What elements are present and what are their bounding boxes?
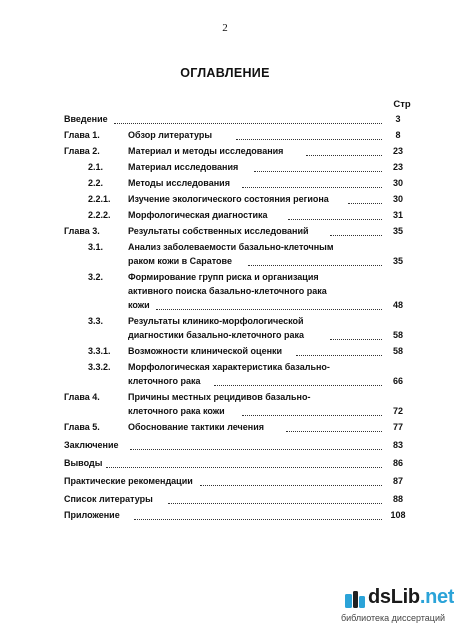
toc-text: Изучение экологического состояния региона bbox=[128, 194, 329, 204]
toc-label: 2.1. bbox=[88, 162, 104, 172]
toc-label: 2.2.1. bbox=[88, 194, 111, 204]
toc-text: клеточного рака кожи bbox=[128, 406, 225, 416]
toc-label: Глава 1. bbox=[64, 130, 100, 140]
toc-label: Список литературы bbox=[64, 494, 153, 504]
toc-leader bbox=[168, 502, 382, 504]
toc-page: 108 bbox=[390, 510, 406, 520]
toc-label: 3.3.1. bbox=[88, 346, 111, 356]
toc-row bbox=[0, 113, 450, 126]
toc-leader bbox=[236, 138, 382, 140]
toc-page: 30 bbox=[392, 194, 403, 204]
dslib-tagline: библиотека диссертаций bbox=[340, 613, 445, 623]
toc-page: 30 bbox=[392, 178, 403, 188]
dslib-emblem-icon bbox=[344, 590, 366, 610]
toc-page: 58 bbox=[392, 330, 403, 340]
toc-text: клеточного рака bbox=[128, 376, 201, 386]
page-column-header: Стр bbox=[393, 99, 411, 110]
toc-label: Введение bbox=[64, 114, 108, 124]
toc-label: Глава 5. bbox=[64, 422, 100, 432]
toc-leader bbox=[348, 202, 382, 204]
toc-text: Результаты собственных исследований bbox=[128, 226, 309, 236]
toc-leader bbox=[288, 218, 382, 220]
toc-leader bbox=[106, 466, 382, 468]
toc-row bbox=[0, 475, 450, 488]
toc-row bbox=[0, 177, 450, 190]
toc-row bbox=[0, 509, 450, 522]
toc-page: 72 bbox=[392, 406, 403, 416]
toc-page: 23 bbox=[392, 146, 403, 156]
toc-page: 3 bbox=[395, 114, 401, 124]
toc-text: диагностики базально-клеточного рака bbox=[128, 330, 304, 340]
toc-row bbox=[0, 315, 450, 328]
toc-row bbox=[0, 421, 450, 434]
toc-text: Обоснование тактики лечения bbox=[128, 422, 264, 432]
toc-leader bbox=[114, 122, 382, 124]
toc-leader bbox=[200, 484, 382, 486]
toc-leader bbox=[134, 518, 382, 520]
toc-leader bbox=[242, 414, 382, 416]
toc-page: 77 bbox=[392, 422, 403, 432]
toc-row bbox=[0, 225, 450, 238]
toc-leader bbox=[156, 308, 382, 310]
toc-row bbox=[0, 193, 450, 206]
toc-row bbox=[0, 361, 450, 374]
toc-leader bbox=[248, 264, 382, 266]
toc-row bbox=[0, 299, 450, 312]
toc-text: Результаты клинико-морфологической bbox=[128, 316, 304, 326]
toc-row bbox=[0, 271, 450, 284]
toc-text: кожи bbox=[128, 300, 150, 310]
toc-row bbox=[0, 129, 450, 142]
toc-label: Глава 2. bbox=[64, 146, 100, 156]
toc-label: 3.3.2. bbox=[88, 362, 111, 372]
toc-page: 35 bbox=[392, 226, 403, 236]
toc-text: Методы исследования bbox=[128, 178, 230, 188]
toc-row bbox=[0, 391, 450, 404]
dslib-watermark bbox=[330, 586, 454, 632]
toc-label: Практические рекомендации bbox=[64, 476, 193, 486]
toc-text: Обзор литературы bbox=[128, 130, 213, 140]
toc-leader bbox=[306, 154, 382, 156]
toc-text: Материал и методы исследования bbox=[128, 146, 284, 156]
toc-row bbox=[0, 439, 450, 452]
page-number: 2 bbox=[222, 22, 228, 34]
toc-row bbox=[0, 285, 450, 298]
toc-label: 3.2. bbox=[88, 272, 104, 282]
toc-label: 2.2. bbox=[88, 178, 104, 188]
toc-text: Анализ заболеваемости базально-клеточным bbox=[128, 242, 334, 252]
toc-label: 3.1. bbox=[88, 242, 104, 252]
toc-label: Приложение bbox=[64, 510, 120, 520]
toc-label: Глава 3. bbox=[64, 226, 100, 236]
dslib-brand: dsLib.net bbox=[368, 586, 454, 608]
toc-page: 88 bbox=[392, 494, 403, 504]
toc-text: Морфологическая характеристика базально- bbox=[128, 362, 330, 372]
toc-text: Морфологическая диагностика bbox=[128, 210, 268, 220]
toc-text: Причины местных рецидивов базально- bbox=[128, 392, 311, 402]
toc-row bbox=[0, 493, 450, 506]
toc-row bbox=[0, 161, 450, 174]
toc-page: 8 bbox=[395, 130, 401, 140]
toc-leader bbox=[242, 186, 382, 188]
toc-text: активного поиска базально-клеточного рака bbox=[128, 286, 327, 296]
toc-text: раком кожи в Саратове bbox=[128, 256, 232, 266]
toc-page: 87 bbox=[392, 476, 403, 486]
toc-leader bbox=[296, 354, 382, 356]
toc-page: 23 bbox=[392, 162, 403, 172]
toc-label: 3.3. bbox=[88, 316, 104, 326]
toc-row bbox=[0, 145, 450, 158]
toc-page: 66 bbox=[392, 376, 403, 386]
toc-row bbox=[0, 255, 450, 268]
toc-page: 83 bbox=[392, 440, 403, 450]
toc-leader bbox=[286, 430, 382, 432]
toc-leader bbox=[130, 448, 382, 450]
toc-label: Заключение bbox=[64, 440, 119, 450]
toc-label: Глава 4. bbox=[64, 392, 100, 402]
toc-row bbox=[0, 405, 450, 418]
toc-row bbox=[0, 209, 450, 222]
page-title: ОГЛАВЛЕНИЕ bbox=[180, 66, 270, 80]
toc-label: Выводы bbox=[64, 458, 103, 468]
toc-leader bbox=[330, 338, 382, 340]
toc-row bbox=[0, 329, 450, 342]
toc-row bbox=[0, 375, 450, 388]
toc-leader bbox=[330, 234, 382, 236]
toc-page: 35 bbox=[392, 256, 403, 266]
toc-text: Возможности клинической оценки bbox=[128, 346, 283, 356]
toc-page: 31 bbox=[392, 210, 403, 220]
toc-row bbox=[0, 345, 450, 358]
toc-leader bbox=[254, 170, 382, 172]
toc-leader bbox=[214, 384, 382, 386]
toc-page: 86 bbox=[392, 458, 403, 468]
toc-row bbox=[0, 241, 450, 254]
toc-text: Формирование групп риска и организация bbox=[128, 272, 319, 282]
toc-text: Материал исследования bbox=[128, 162, 239, 172]
toc-page: 58 bbox=[392, 346, 403, 356]
toc-row bbox=[0, 457, 450, 470]
toc-page: 48 bbox=[392, 300, 403, 310]
toc-label: 2.2.2. bbox=[88, 210, 111, 220]
